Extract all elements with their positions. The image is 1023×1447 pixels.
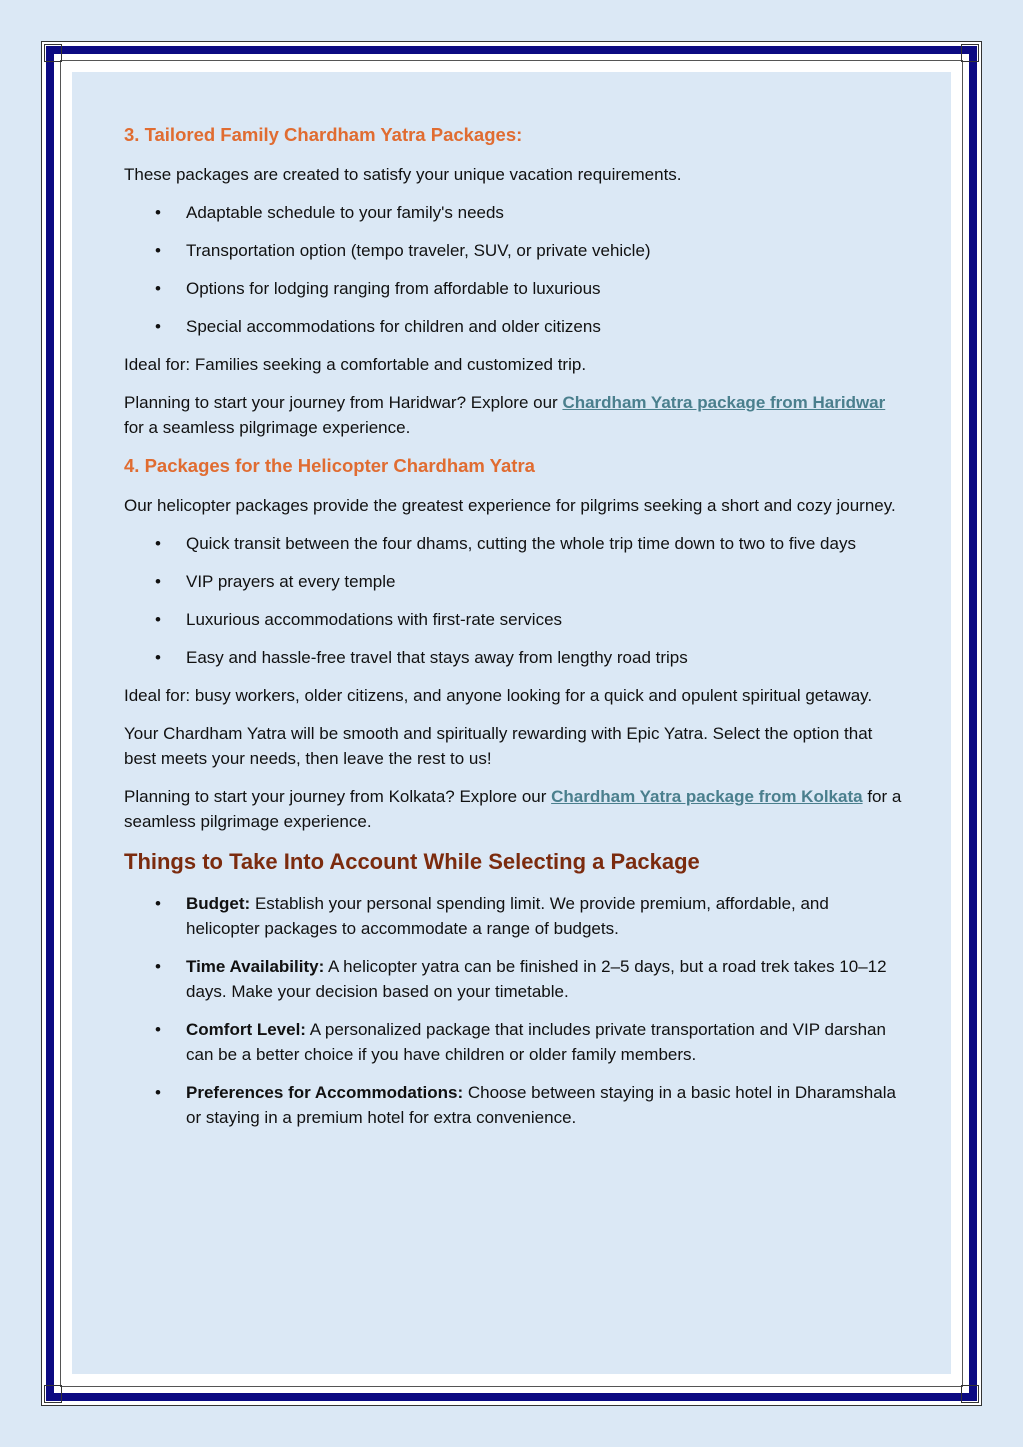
list-item-text: Options for lodging ranging from affordable to luxurious: [186, 279, 601, 298]
list-item: [155, 200, 904, 225]
section-4-ideal: Ideal for: busy workers, older citizens, and anyone looking for a quick and opulent spiritual getaway.: [124, 686, 873, 705]
list-item-text: Luxurious accommodations with first-rate services: [186, 610, 563, 629]
section-4-closing: Your Chardham Yatra will be smooth and spiritually rewarding with Epic Yatra. Select the option that best meets your needs, then leave the rest to us!: [124, 724, 873, 768]
list-item-text: Special accommodations for children and older citizens: [186, 317, 601, 336]
list-item-label: Budget:: [186, 894, 251, 913]
list-item: [155, 891, 904, 941]
section-3-heading: 3. Tailored Family Chardham Yatra Packages:: [124, 124, 523, 145]
section-4-intro: Our helicopter packages provide the greatest experience for pilgrims seeking a short and cozy journey.: [124, 496, 896, 515]
bullet-icon: •: [155, 203, 161, 222]
list-item-text: Easy and hassle-free travel that stays away from lengthy road trips: [186, 648, 688, 667]
list-item-text: Establish your personal spending limit. We provide premium, affordable, and helicopter packages to accommodate a range of budgets.: [186, 894, 829, 938]
section-5-heading: Things to Take Into Account While Selecting a Package: [124, 849, 700, 874]
bullet-icon: •: [155, 648, 161, 667]
list-item-text: A helicopter yatra can be finished in 2–5 days, but a road trek takes 10–12 days. Make your decision based on your timetable.: [186, 957, 887, 1001]
corner-ornament-top-left: [44, 44, 62, 62]
list-item: [155, 276, 904, 301]
list-item: [155, 954, 904, 1004]
list-item: [155, 645, 904, 670]
section-4-planning: [124, 784, 904, 834]
bullet-icon: •: [155, 572, 161, 591]
section-4-heading: 4. Packages for the Helicopter Chardham Yatra: [124, 455, 535, 476]
bullet-icon: •: [155, 317, 161, 336]
planning-text-prefix: Planning to start your journey from Haridwar? Explore our: [124, 393, 563, 412]
list-item: [155, 1080, 904, 1130]
bullet-icon: •: [155, 957, 161, 976]
section-3-list: [124, 200, 904, 339]
section-3-ideal: Ideal for: Families seeking a comfortable and customized trip.: [124, 355, 587, 374]
bullet-icon: •: [155, 610, 161, 629]
corner-ornament-top-right: [961, 44, 979, 62]
list-item-text: Transportation option (tempo traveler, SUV, or private vehicle): [186, 241, 651, 260]
planning-text-suffix: for a seamless pilgrimage experience.: [124, 418, 411, 437]
list-item: [155, 531, 904, 556]
list-item: [155, 314, 904, 339]
bullet-icon: •: [155, 1083, 161, 1102]
list-item: [155, 569, 904, 594]
corner-ornament-bottom-left: [44, 1385, 62, 1403]
list-item-label: Preferences for Accommodations:: [186, 1083, 464, 1102]
list-item-text: VIP prayers at every temple: [186, 572, 396, 591]
section-4-list: [124, 531, 904, 670]
document-body: [124, 122, 904, 1143]
list-item: [155, 1017, 904, 1067]
list-item: [155, 607, 904, 632]
bullet-icon: •: [155, 241, 161, 260]
list-item: [155, 238, 904, 263]
bullet-icon: •: [155, 534, 161, 553]
page-content: [72, 72, 951, 1374]
bullet-icon: •: [155, 894, 161, 913]
bullet-icon: •: [155, 279, 161, 298]
planning-text-prefix: Planning to start your journey from Kolkata? Explore our: [124, 787, 552, 806]
list-item-text: Choose between staying in a basic hotel in Dharamshala or staying in a premium hotel for extra convenience.: [186, 1083, 896, 1127]
kolkata-package-link[interactable]: Chardham Yatra package from Kolkata: [551, 787, 863, 806]
corner-ornament-bottom-right: [961, 1385, 979, 1403]
section-3-planning: [124, 390, 904, 440]
list-item-text: Quick transit between the four dhams, cutting the whole trip time down to two to five days: [186, 534, 856, 553]
list-item-text: Adaptable schedule to your family's needs: [186, 203, 504, 222]
planning-text-suffix: for a seamless pilgrimage experience.: [124, 787, 902, 831]
list-item-label: Comfort Level:: [186, 1020, 306, 1039]
bullet-icon: •: [155, 1020, 161, 1039]
haridwar-package-link[interactable]: Chardham Yatra package from Haridwar: [562, 393, 886, 412]
section-5-list: [124, 891, 904, 1130]
section-3-intro: These packages are created to satisfy your unique vacation requirements.: [124, 165, 682, 184]
list-item-text: A personalized package that includes private transportation and VIP darshan can be a better choice if you have children or older family members.: [186, 1020, 886, 1064]
list-item-label: Time Availability:: [186, 957, 325, 976]
